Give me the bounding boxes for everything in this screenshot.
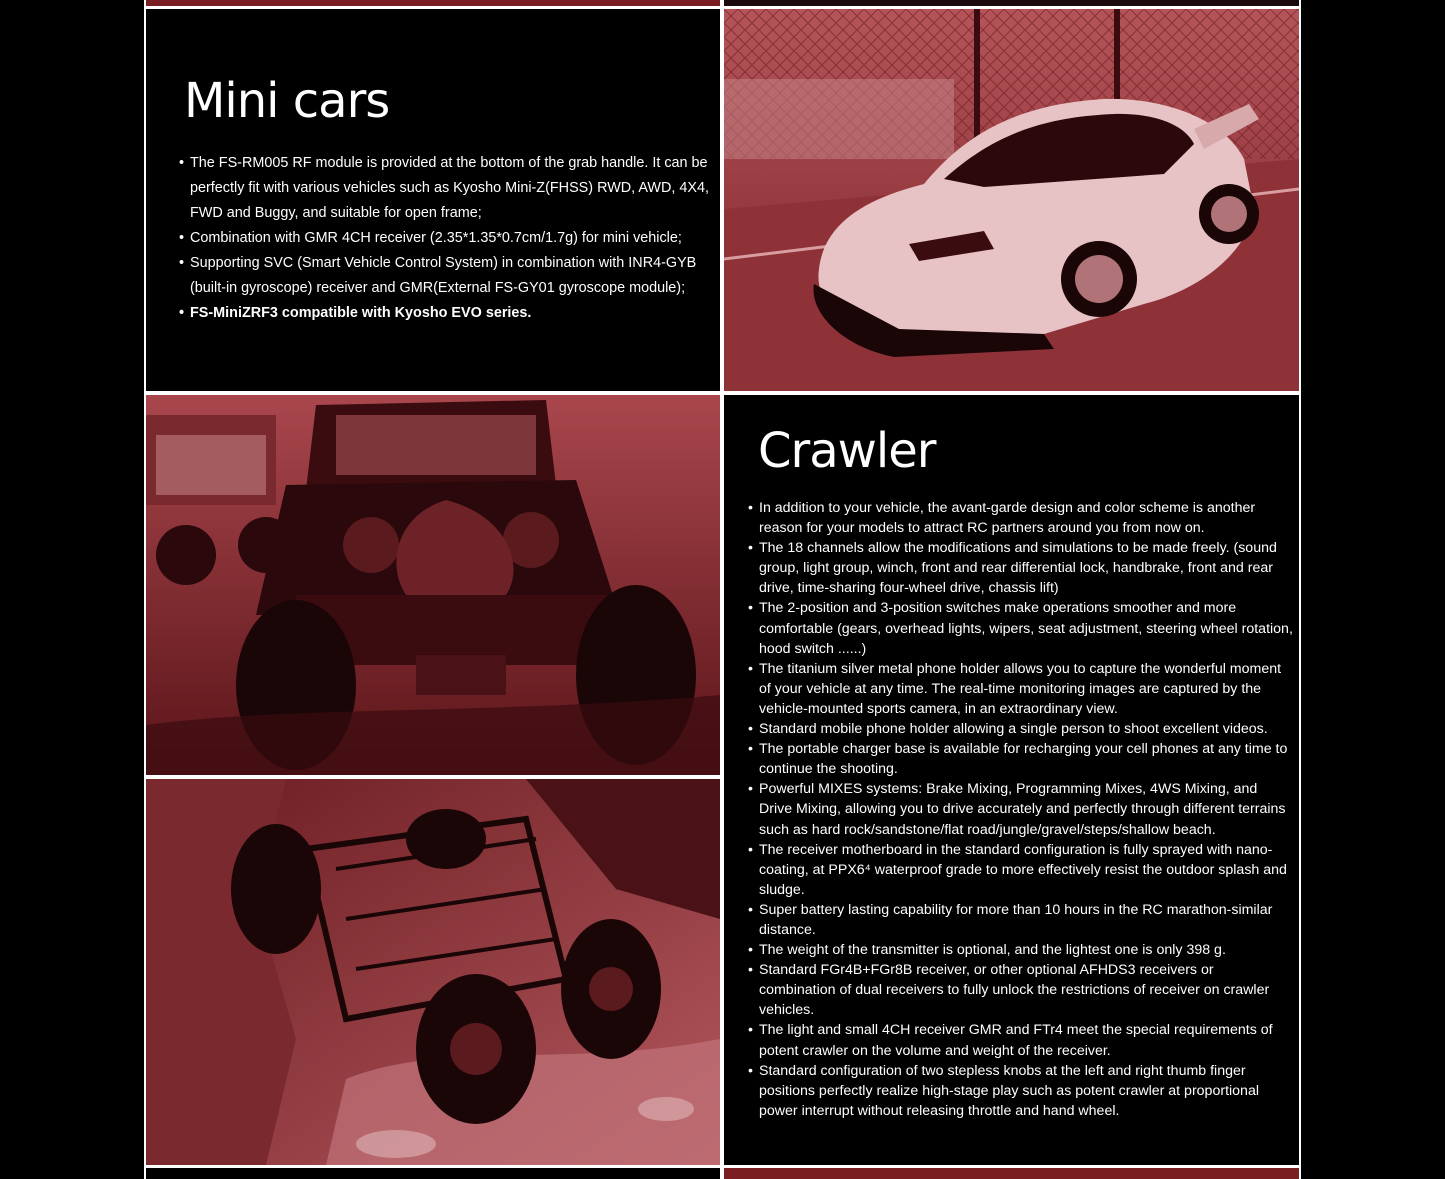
crawler-feature: • Super battery lasting capability for more than 10 hours in the RC marathon-similar distance. [748,900,1294,940]
mini-car-illustration [724,9,1299,391]
mini-car-photo [724,9,1299,391]
mini-cars-feature: • Supporting SVC (Smart Vehicle Control System) in combination with INR4-GYB (built-in gyroscope) receiver and GMR(External FS-GY01 gyroscope module); [179,251,709,301]
crawler-feature: • The weight of the transmitter is optional, and the lightest one is only 398 g. [748,940,1294,960]
mini-cars-panel [146,9,720,391]
mini-cars-feature-list [179,151,709,326]
crawler-feature: • Standard mobile phone holder allowing a single person to shoot excellent videos. [748,719,1294,739]
crawler-feature: • The titanium silver metal phone holder allows you to capture the wonderful moment of your vehicle at any time. The real-time monitoring images are captured by the vehicle-mounted sports camera, in an extraordinary view. [748,659,1294,719]
next-section-edge [724,1168,1299,1179]
crawler-feature: • The light and small 4CH receiver GMR and FTr4 meet the special requirements of potent crawler on the volume and weight of the receiver. [748,1020,1294,1060]
crawler-feature: • Powerful MIXES systems: Brake Mixing, Programming Mixes, 4WS Mixing, and Drive Mixing, allowing you to drive accurately and perfectly through different terrains such as hard rock/sandstone/flat road/jungle/gravel/steps/shallow beach. [748,779,1294,839]
mini-cars-title: Mini cars [184,73,390,129]
crawler-title: Crawler [758,423,936,479]
crawler-feature-list [748,498,1294,1121]
mini-cars-feature: • The FS-RM005 RF module is provided at the bottom of the grab handle. It can be perfectly fit with various vehicles such as Kyosho Mini-Z(FHSS) RWD, AWD, 4X4, FWD and Buggy, and suitable for open frame; [179,151,709,226]
crawler-rock-photo [146,779,720,1165]
crawler-feature: • The 2-position and 3-position switches make operations smoother and more comfortable (gears, overhead lights, wipers, seat adjustment, steering wheel rotation, hood switch ......) [748,598,1294,658]
previous-section-edge [146,0,720,6]
next-section-edge [146,1168,720,1179]
crawler-feature: • Standard FGr4B+FGr8B receiver, or other optional AFHDS3 receivers or combination of dual receivers to fully unlock the restrictions of receiver on crawler vehicles. [748,960,1294,1020]
crawler-feature: • The portable charger base is available for recharging your cell phones at any time to continue the shooting. [748,739,1294,779]
crawler-feature: • In addition to your vehicle, the avant-garde design and color scheme is another reason for your models to attract RC partners around you from now on. [748,498,1294,538]
crawler-feature: • Standard configuration of two stepless knobs at the left and right thumb finger positions perfectly realize high-stage play such as potent crawler at proportional power interrupt without releasing throttle and hand wheel. [748,1061,1294,1121]
previous-section-edge [724,0,1299,6]
crawler-rock-illustration [146,779,720,1165]
mini-cars-feature: • FS-MiniZRF3 compatible with Kyosho EVO series. [179,301,709,326]
crawler-panel [724,395,1299,1165]
crawler-feature: • The 18 channels allow the modifications and simulations to be made freely. (sound group, light group, winch, front and rear differential lock, handbrake, front and rear drive, time-sharing four-wheel drive, chassis lift) [748,538,1294,598]
crawler-jeep-photo [146,395,720,775]
crawler-jeep-illustration [146,395,720,775]
mini-cars-feature: • Combination with GMR 4CH receiver (2.35*1.35*0.7cm/1.7g) for mini vehicle; [179,226,709,251]
crawler-feature: • The receiver motherboard in the standard configuration is fully sprayed with nano-coating, at PPX6⁴ waterproof grade to more effectively resist the outdoor splash and sludge. [748,840,1294,900]
